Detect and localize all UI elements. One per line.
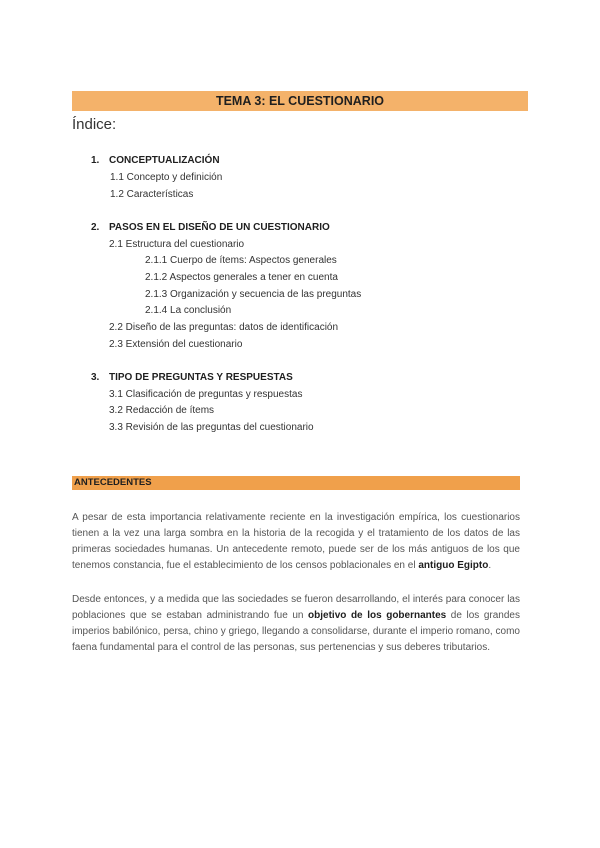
paragraph-1-end: . [488,560,492,571]
toc-item-3-2: 3.2 Redacción de ítems [109,405,215,416]
toc-section-1 [91,155,220,166]
toc-section-3-label: TIPO DE PREGUNTAS Y RESPUESTAS [109,372,293,383]
toc-item-2-2: 2.2 Diseño de las preguntas: datos de identificación [109,322,339,333]
toc-item-1-1: 1.1 Concepto y definición [110,172,223,183]
toc-item-2-3: 2.3 Extensión del cuestionario [109,339,243,350]
paragraph-1 [72,510,520,574]
toc-section-2 [91,222,330,233]
toc-section-1-number: 1. [91,155,100,166]
paragraph-1-text: A pesar de esta importancia relativamente reciente en la investigación empírica, los cuestionarios tienen a la vez una larga sombra en la historia de la recogida y el tratamiento de los datos de las primeras sociedades humanas. Un antecedente remoto, puede ser de los más antiguos de los que tenemos constancia, fue el establecimiento de los censos poblacionales en el [72,512,520,571]
toc-item-3-3: 3.3 Revisión de las preguntas del cuestionario [109,422,314,433]
toc-section-3 [91,372,293,383]
toc-item-2-1-1: 2.1.1 Cuerpo de ítems: Aspectos generales [145,255,337,266]
toc-section-3-number: 3. [91,372,100,383]
toc-item-2-1: 2.1 Estructura del cuestionario [109,239,245,250]
toc-item-2-1-3: 2.1.3 Organización y secuencia de las preguntas [145,289,362,300]
page-title: TEMA 3: EL CUESTIONARIO [72,91,528,111]
toc-item-2-1-4: 2.1.4 La conclusión [145,305,232,316]
paragraph-2-bold: objetivo de los gobernantes [308,610,447,621]
paragraph-2 [72,592,520,656]
section-heading-antecedentes: ANTECEDENTES [72,476,520,490]
toc-section-2-label: PASOS EN EL DISEÑO DE UN CUESTIONARIO [109,222,330,233]
toc-section-1-label: CONCEPTUALIZACIÓN [109,155,220,166]
toc-section-2-number: 2. [91,222,100,233]
toc-item-2-1-2: 2.1.2 Aspectos generales a tener en cuenta [145,272,338,283]
toc-item-3-1: 3.1 Clasificación de preguntas y respuestas [109,389,303,400]
paragraph-1-bold: antiguo Egipto [418,560,489,571]
paragraph-2-text: Desde entonces, y a medida que las sociedades se fueron desarrollando, el interés para conocer las poblaciones que se estaban administrando fue un [72,594,520,621]
index-heading: Índice: [72,116,117,133]
paragraph-2-end: de los grandes imperios babilónico, persa, chino y griego, llegando a consolidarse, durante el imperio romano, como faena fundamental para el control de las personas, sus pertenencias y sus deberes tributarios. [72,610,520,653]
toc-item-1-2: 1.2 Características [110,189,194,200]
